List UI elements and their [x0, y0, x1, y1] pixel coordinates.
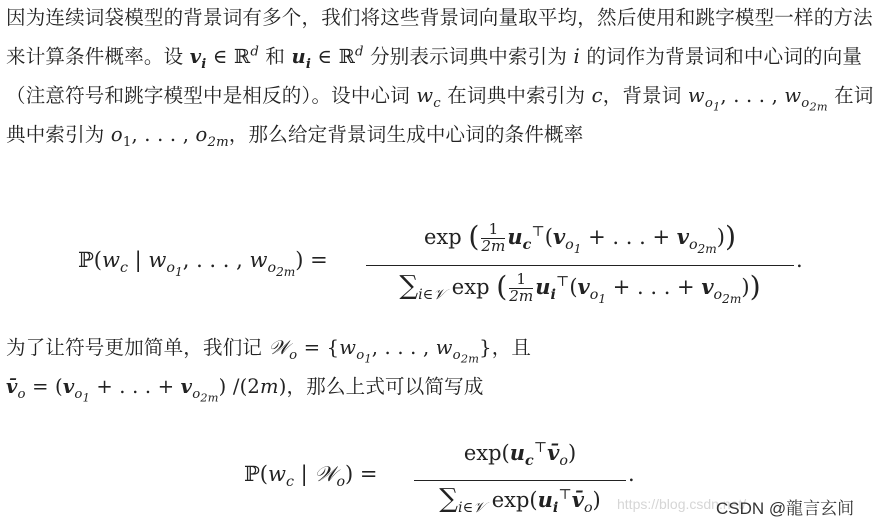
math-u-i: $u_i$: [291, 45, 312, 72]
fraction2-denominator: $\sum_{i\in 𝒱}$ $\exp(u_i^⊤v̄_o)$: [439, 484, 601, 517]
paragraph-cbow-intro: 因为连续词袋模型的背景词有多个，我们将这些背景词向量取平均，然后使用和跳字模型一样的方法来计算条件概率。设 $v_i$ ∈ ℝ$^d$ 和 $u_i$ ∈ ℝ$^d$ 分别表示词典中索引为 i 的词作为背景词和中心词的向量（注意符号和跳字模型中是相反的）。设中心词 $w_c$ 在词典中索引为 c，背景词 $w_{o_1}$, . . . , $w_{o_{2m}}$ 在词典中索引为 $o_1$, . . . , $o_{2m}$，那么给定背景词生成中心词的条件概率: [6, 6, 874, 150]
text: 为了让符号更加简单，我们记: [6, 336, 269, 359]
math-c: c: [591, 84, 603, 107]
equation-conditional-probability: $ℙ(w_c$ | $w_{o_1}$, . . . , $w_{o_{2m}}$) = exp ( $\frac{1}{2m}$ $u_c^⊤(v_{o_1}$ + . . . + $v_{o_{2m}}$)) $\sum_{i\in 𝒱}$ exp ( $\frac{1}{2m}$ $u_i^⊤(v_{o_1}$ + . . . + $v_{o_{2m}}$)) .: [0, 214, 878, 310]
text: 在词典中索引为: [6, 84, 874, 146]
math-v-i: $v_i$: [189, 45, 207, 72]
text: 的词作为背景词和中心词的向量（注意符号和跳字模型中是相反的）。设中心词: [6, 45, 863, 107]
text: ，那么给定背景词生成中心词的条件概率: [228, 123, 584, 146]
math-context-words: $w_{o_1}$, . . . , $w_{o_{2m}}$: [687, 84, 828, 114]
text: 因为连续词袋模型的背景词有多个，我们将这些背景词向量取平均，然后使用和跳字模型一样的方法来计算条件概率。设: [6, 6, 873, 68]
math-context-indices: $o_1$, . . . , $o_{2m}$: [110, 123, 229, 150]
equation-lhs: $ℙ(w_c$ | $w_{o_1}$, . . . , $w_{o_{2m}}$) =: [78, 248, 328, 280]
fraction-denominator: $\sum_{i\in 𝒱}$ exp ( $\frac{1}{2m}$ $u_i^⊤(v_{o_1}$ + . . . + $v_{o_{2m}}$)): [399, 270, 761, 307]
watermark-url: https://blog.csdn.net/: [617, 496, 747, 512]
paragraph-simplify: [6, 328, 874, 406]
equation2-fraction: [414, 436, 626, 520]
math-v-bar-def: $v̄_o = (v_{o_1}$ + . . . + $v_{o_{2m}}$) /(2m): [6, 375, 287, 405]
equation-simplified: $ℙ(w_c$ | 𝒲$_o$) = $\exp(u_c^⊤v̄_o)$ $\sum_{i\in 𝒱}$ $\exp(u_i^⊤v̄_o)$ .: [0, 436, 878, 520]
equation2-lhs: $ℙ(w_c$ | 𝒲$_o$) =: [244, 462, 378, 491]
text: ，且: [491, 336, 532, 359]
text: ，那么上式可以简写成: [286, 375, 484, 398]
math-w-c: $w_c$: [416, 84, 441, 111]
text: 在词典中索引为: [440, 84, 592, 107]
fraction2-numerator: $\exp(u_c^⊤v̄_o)$: [463, 440, 577, 470]
text: 分别表示词典中索引为: [363, 45, 574, 68]
fraction-numerator: exp ( $\frac{1}{2m}$ $u_c^⊤(v_{o_1}$ + . . . + $v_{o_{2m}}$)): [423, 220, 737, 257]
csdn-credit: CSDN @龍言玄间: [716, 499, 855, 518]
math-W-o-set: 𝒲$_o$ = {$w_{o_1}$, . . . , $w_{o_{2m}}$}: [268, 336, 492, 366]
fraction2-bar: [414, 480, 626, 481]
text: 和: [259, 45, 292, 68]
fraction-bar: [366, 265, 794, 266]
text: ，背景词: [602, 84, 688, 107]
equation-fraction: [366, 214, 794, 310]
math-i: i: [573, 45, 580, 68]
